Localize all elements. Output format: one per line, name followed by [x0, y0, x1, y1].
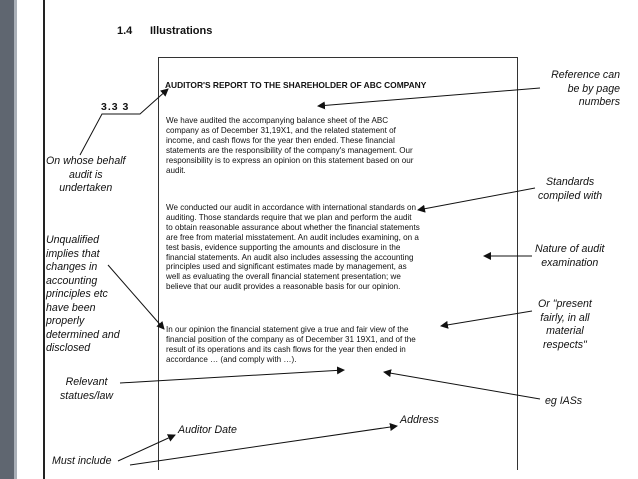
arrow-reference	[318, 88, 540, 106]
annotation-nature: Nature of audit examination	[535, 243, 605, 269]
paragraph-number: 3.3 3	[101, 101, 130, 113]
arrow-eg-ias	[384, 372, 540, 399]
report-title: AUDITOR'S REPORT TO THE SHAREHOLDER OF ABC COMPANY	[165, 80, 427, 90]
arrow-present-fairly	[441, 311, 532, 326]
report-paragraph-scope: We conducted our audit in accordance with international standards on auditing. Those standards require that we plan and perform the audit to obtain reasonable assurance about whether the financial statements are free from material misstatement. An audit includes examining, on a test basis, evidence supporting the amounts and disclosure in the financial statements. An audit also includes assessing the accounting principles used and significant estimates made by management, as well as evaluating the overall financial statement presentation; we believe that our audit provides a reasonable basis for our opinion.	[166, 203, 420, 292]
annotation-reference: Reference can be by page numbers	[551, 69, 620, 108]
report-paragraph-opinion: In our opinion the financial statement give a true and fair view of the financial position of the company as of December 31 19X1, and of the result of its operations and its cash flows for the year then ended in accordance … (and comply with …).	[166, 325, 416, 364]
report-paragraph-intro: We have audited the accompanying balance sheet of the ABC company as of December 31,19X1, and the related statement of income, and cash flows for the year then ended. These financial statements are the responsibility of the company's management. Our responsibility is to express an opinion on this statement based on our audit.	[166, 116, 414, 175]
section-title: Illustrations	[150, 25, 213, 37]
arrow-behalf	[80, 89, 168, 155]
arrow-address	[130, 426, 397, 465]
arrow-auditor-date	[118, 435, 175, 461]
annotation-present-fairly: Or "present fairly, in all material respects"	[538, 298, 592, 351]
address-label: Address	[400, 414, 439, 426]
annotation-behalf: On whose behalf audit is undertaken	[46, 155, 126, 194]
annotation-must-include: Must include	[52, 455, 112, 467]
auditor-date-label: Auditor Date	[178, 424, 237, 436]
annotation-unqualified: Unqualified implies that changes in accounting principles etc have been properly determined and disclosed	[46, 234, 120, 354]
arrow-unqualified	[108, 265, 164, 329]
section-number: 1.4	[117, 25, 133, 37]
annotation-eg-ias: eg IASs	[545, 395, 583, 407]
arrow-standards	[418, 188, 535, 210]
arrow-relevant-law	[120, 370, 344, 383]
annotation-standards: Standards compiled with	[538, 176, 603, 202]
annotation-relevant-law: Relevant statues/law	[60, 376, 113, 402]
